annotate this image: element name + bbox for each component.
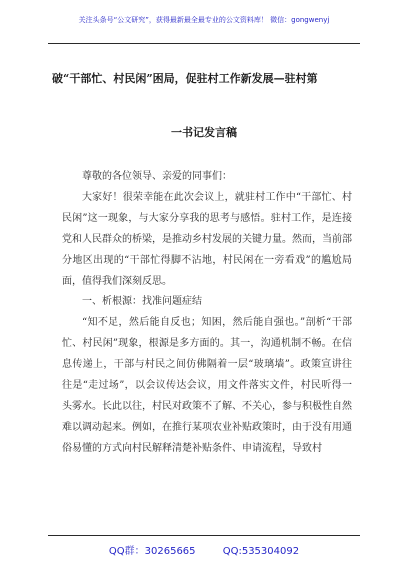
footer-divider xyxy=(48,535,360,536)
footer-qq-group: QQ群：30265665 xyxy=(108,546,196,557)
footer-contact xyxy=(0,542,408,557)
body-paragraph: “知不足，然后能自反也；知困，然后能自强也。”剖析“干部忙、村民闲”现象，根源是多方面的。其一，沟通机制不畅。在信息传递上，干部与村民之间仿佛隔着一层“玻璃墙”。政策宣讲往往是“走过场”，以会议传达会议，用文件落实文件，村民听得一头雾水。长此以往，村民对政策不了解、不关心，参与积极性自然难以调动起来。例如，在推行某项农业补贴政策时，由于没有用通俗易懂的方式向村民解释清楚补贴条件、申请流程，导致村 xyxy=(62,317,352,454)
document-subtitle: 一书记发言稿 xyxy=(171,126,237,139)
body-paragraph: 大家好！很荣幸能在此次会议上，就驻村工作中“干部忙、村民闲”这一现象，与大家分享我的思考与感悟。驻村工作，是连接党和人民群众的桥梁，是推动乡村发展的关键力量。然而，当前部分地区出现的“干部忙得脚不沾地，村民闲在一旁看戏”的尴尬局面，值得我们深刻反思。 xyxy=(62,191,352,287)
footer-qq-number: QQ:535304092 xyxy=(222,546,300,557)
header-divider xyxy=(48,43,360,44)
section-heading: 一、析根源：找准问题症结 xyxy=(82,296,202,308)
header-promo-note: 关注头条号“公文研究”，获得最新最全最专业的公文资料库！ 微信：gongwenyj xyxy=(78,16,330,24)
salutation: 尊敬的各位领导、亲爱的同事们： xyxy=(82,171,232,182)
document-title: 破“干部忙、村民闲”困局，促驻村工作新发展—驻村第 xyxy=(52,72,318,85)
document-body xyxy=(62,167,352,460)
